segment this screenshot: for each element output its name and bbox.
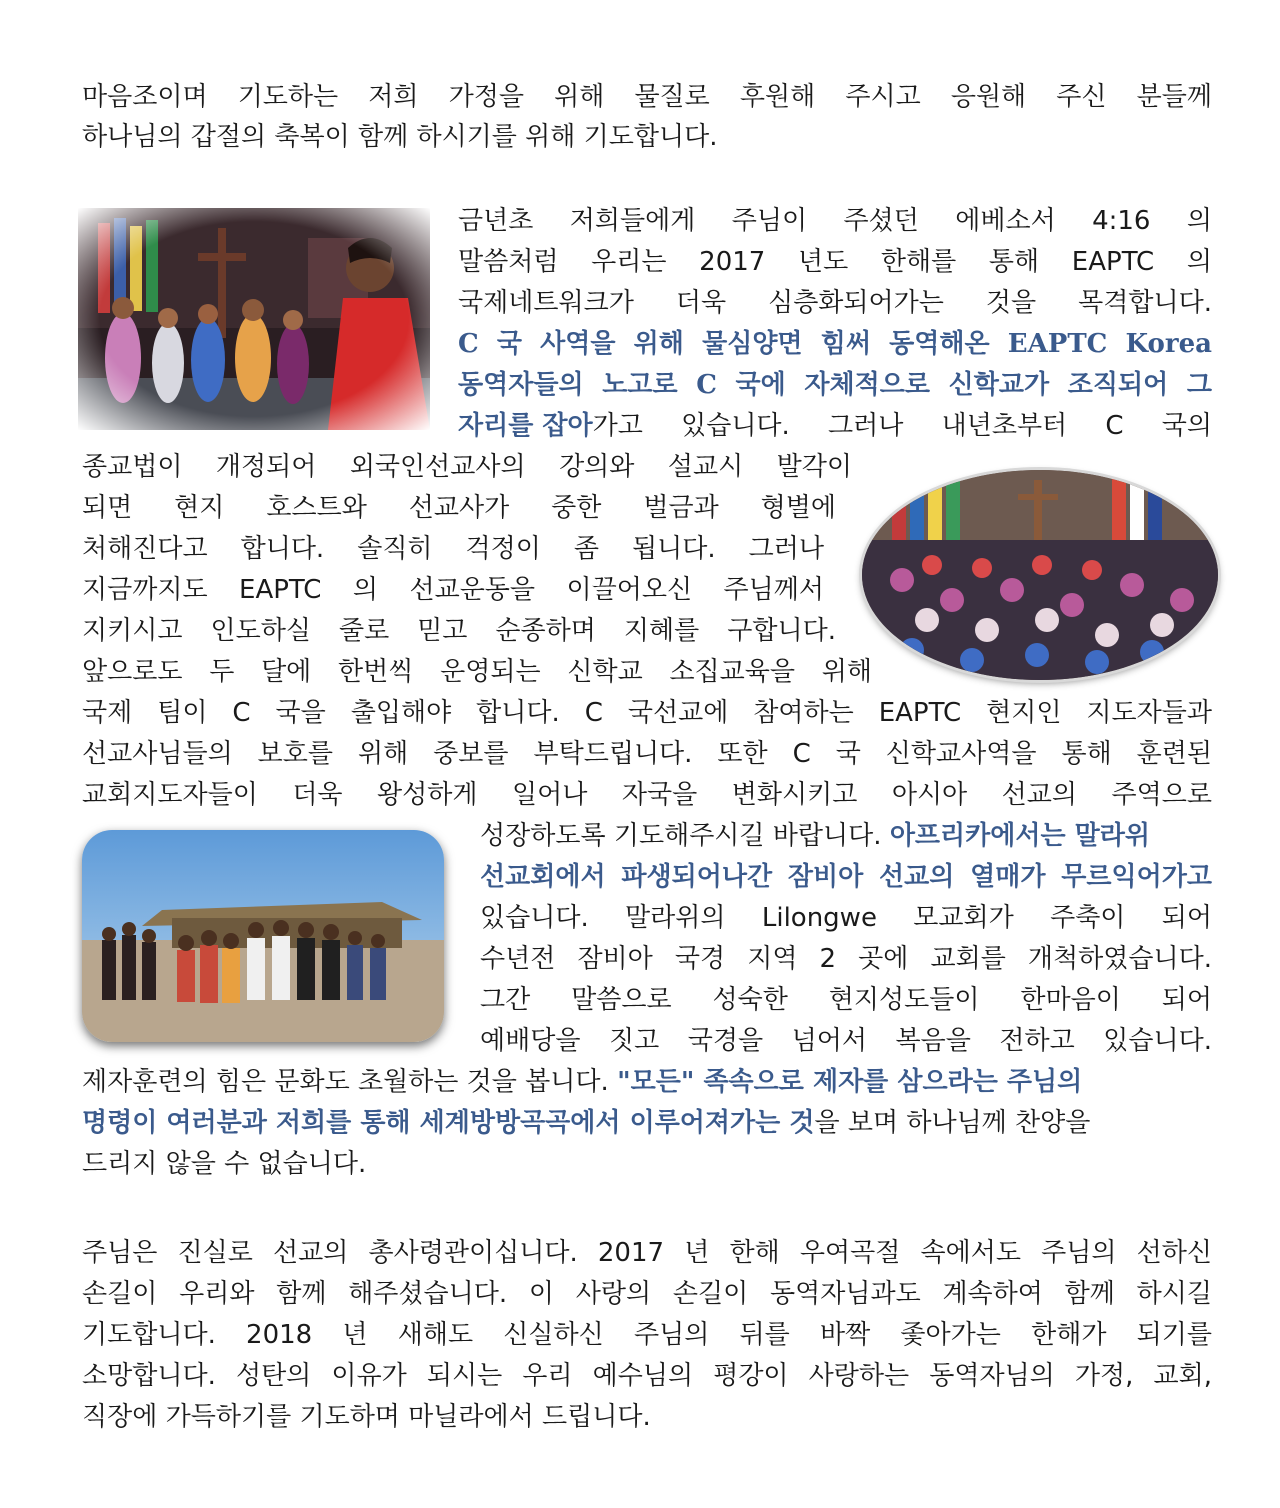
conclusion-line-4: 소망합니다. 성탄의 이유가 되시는 우리 예수님의 평강이 사랑하는 동역자님의 가정, 교회,: [82, 1361, 1212, 1391]
africa-line-1: [480, 817, 1212, 855]
africa-highlight-line: 선교회에서 파생되어나간 잠비아 선교의 열매가 무르익어가고: [480, 862, 1212, 892]
ministry-left-line-4: 지금까지도 EAPTC 의 선교운동을 이끌어오신 주님께서: [82, 575, 824, 605]
closing-line-2-highlight: 명령이 여러분과 저희를 통해 세계방방곡곡에서 이루어져가는 것: [82, 1108, 815, 1138]
zambia-church-photo: [82, 830, 444, 1042]
closing-line-3: 드리지 않을 수 없습니다.: [82, 1149, 367, 1179]
ministry-mixed-highlight: 자리를 잡아: [458, 411, 593, 441]
group-photo: [862, 470, 1218, 680]
intro-line-1: 마음조이며 기도하는 저희 가정을 위해 물질로 후원해 주시고 응원해 주신 분들께: [82, 82, 1212, 112]
ministry-line-3: 국제네트워크가 더욱 심층화되어가는 것을 목격합니다.: [458, 288, 1212, 318]
africa-line-5: 그간 말씀으로 성숙한 현지성도들이 한마음이 되어: [480, 985, 1212, 1015]
ministry-full-line-3: 교회지도자들이 더욱 왕성하게 일어나 자국을 변화시키고 아시아 선교의 주역으로: [82, 780, 1212, 810]
conclusion-line-2: 손길이 우리와 함께 해주셨습니다. 이 사랑의 손길이 동역자님과도 계속하여 함께 하시길: [82, 1279, 1212, 1309]
intro-line-2: 하나님의 갑절의 축복이 함께 하시기를 위해 기도합니다.: [82, 122, 718, 152]
ministry-full-line-1: 국제 팀이 C 국을 출입해야 합니다. C 국선교에 참여하는 EAPTC 현지인 지도자들과: [82, 698, 1212, 728]
africa-line-3: 있습니다. 말라위의 Lilongwe 모교회가 주축이 되어: [480, 903, 1212, 933]
conclusion-line-3: 기도합니다. 2018 년 새해도 신실하신 주님의 뒤를 바짝 좇아가는 한해가 되기를: [82, 1320, 1212, 1350]
ministry-left-line-6: 앞으로도 두 달에 한번씩 운영되는 신학교 소집교육을 위해: [82, 657, 872, 687]
ministry-left-line-2: 되면 현지 호스트와 선교사가 중한 벌금과 형별에: [82, 493, 836, 523]
ministry-line-1: 금년초 저희들에게 주님이 주셨던 에베소서 4:16 의: [458, 206, 1212, 236]
closing-line-2: [82, 1104, 1212, 1142]
conclusion-line-1: 주님은 진실로 선교의 총사령관이십니다. 2017 년 한해 우여곡절 속에서도 주님의 선하신: [82, 1238, 1212, 1268]
conclusion-line-5: 직장에 가득하기를 기도하며 마닐라에서 드립니다.: [82, 1402, 651, 1432]
closing-line-1: [82, 1063, 1212, 1101]
ministry-left-line-1: 종교법이 개정되어 외국인선교사의 강의와 설교시 발각이: [82, 452, 852, 482]
ministry-left-line-5: 지키시고 인도하실 줄로 믿고 순종하며 지혜를 구합니다.: [82, 616, 836, 646]
ministry-highlight-line-2: 동역자들의 노고로 C 국에 자체적으로 신학교가 조직되어 그: [458, 370, 1212, 400]
ministry-mixed-line: [458, 407, 1212, 445]
africa-line-1-text: 성장하도록 기도해주시길 바랍니다.: [480, 821, 890, 851]
africa-line-4: 수년전 잠비아 국경 지역 2 곳에 교회를 개척하였습니다.: [480, 944, 1212, 974]
ministry-mixed-rest: 가고 있습니다. 그러나 내년초부터 C 국의: [592, 411, 1212, 441]
ministry-left-line-3: 처해진다고 합니다. 솔직히 걱정이 좀 됩니다. 그러나: [82, 534, 824, 564]
children-performance-photo: [78, 208, 430, 430]
ministry-full-line-2: 선교사님들의 보호를 위해 중보를 부탁드립니다. 또한 C 국 신학교사역을 통해 훈련된: [82, 739, 1212, 769]
africa-line-1-highlight: 아프리카에서는 말라위: [889, 821, 1151, 851]
closing-line-1-text: 제자훈련의 힘은 문화도 초월하는 것을 봅니다.: [82, 1067, 618, 1097]
closing-line-1-highlight: "모든" 족속으로 제자를 삼으라는 주님의: [617, 1067, 1083, 1097]
ministry-line-2: 말씀처럼 우리는 2017 년도 한해를 통해 EAPTC 의: [458, 247, 1212, 277]
ministry-highlight-line-1: C 국 사역을 위해 물심양면 힘써 동역해온 EAPTC Korea: [458, 329, 1212, 359]
closing-line-2-text: 을 보며 하나님께 찬양을: [814, 1108, 1091, 1138]
africa-line-6: 예배당을 짓고 국경을 넘어서 복음을 전하고 있습니다.: [480, 1026, 1212, 1056]
